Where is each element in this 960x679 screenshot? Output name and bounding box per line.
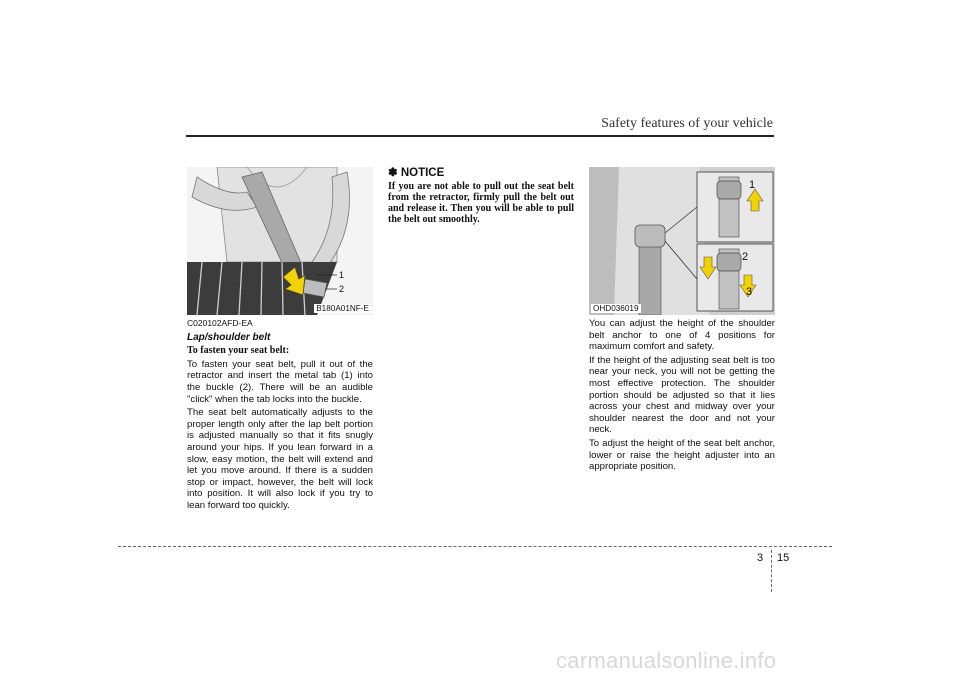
callout-label: 1: [339, 270, 345, 280]
watermark: carmanualsonline.info: [556, 648, 777, 673]
callout-label: 1: [749, 179, 756, 191]
figure-code: OHD036019: [593, 304, 639, 313]
paragraph: You can adjust the height of the shoulder belt anchor to one of 4 positions for maximum comfort and safety.: [589, 318, 775, 353]
seat-belt-fastening-illustration: [187, 167, 373, 315]
paragraph: If the height of the adjusting seat belt is too near your neck, you will not be getting the most effective protection. The shoulder portion should be adjusted so that it lies across your chest and midway over your shoulder nearest the door and not your neck.: [589, 354, 775, 436]
column-height-adjuster: [589, 318, 775, 475]
callout-label: 2: [339, 284, 345, 294]
paragraph: To adjust the height of the seat belt anchor, lower or raise the height adjuster into an appropriate position.: [589, 437, 775, 473]
run-in-heading: To fasten your seat belt:: [187, 345, 290, 357]
notice-box: [388, 168, 574, 226]
footer-divider: [118, 546, 832, 547]
height-adjuster-illustration: [589, 167, 775, 315]
figure-code: B180A01NF-E: [316, 304, 369, 313]
callout-label: 2: [742, 251, 749, 263]
subheading: Lap/shoulder belt: [187, 331, 271, 343]
section-code: C020102AFD-EA: [187, 318, 253, 328]
paragraph: The seat belt automatically adjusts to the proper length only after the lap belt portion is adjusted manually so that it fits snugly around your hips. If you lean forward in a slow, easy motion, the belt will extend and let you move around. If there is a sudden stop or impact, however, the belt will lock into position. It will also lock if you try to lean forward too quickly.: [187, 407, 373, 511]
page-number: 15: [777, 552, 790, 564]
section-title: Safety features of your vehicle: [601, 116, 773, 131]
header-divider: [186, 135, 774, 137]
paragraph: To fasten your seat belt, pull it out of the retractor and insert the metal tab (1) into the buckle (2). There will be an audible "click" when the tab locks into the buckle.: [187, 358, 373, 405]
page-number-divider: [771, 550, 772, 592]
chapter-number: 3: [757, 552, 764, 564]
column-lap-shoulder-belt: [187, 318, 373, 514]
notice-title: ✽ NOTICE: [388, 167, 445, 179]
callout-label: 3: [746, 286, 753, 298]
notice-body: If you are not able to pull out the seat belt from the retractor, firmly pull the belt out and release it. Then you will be able to pull the belt out smoothly.: [388, 180, 574, 226]
